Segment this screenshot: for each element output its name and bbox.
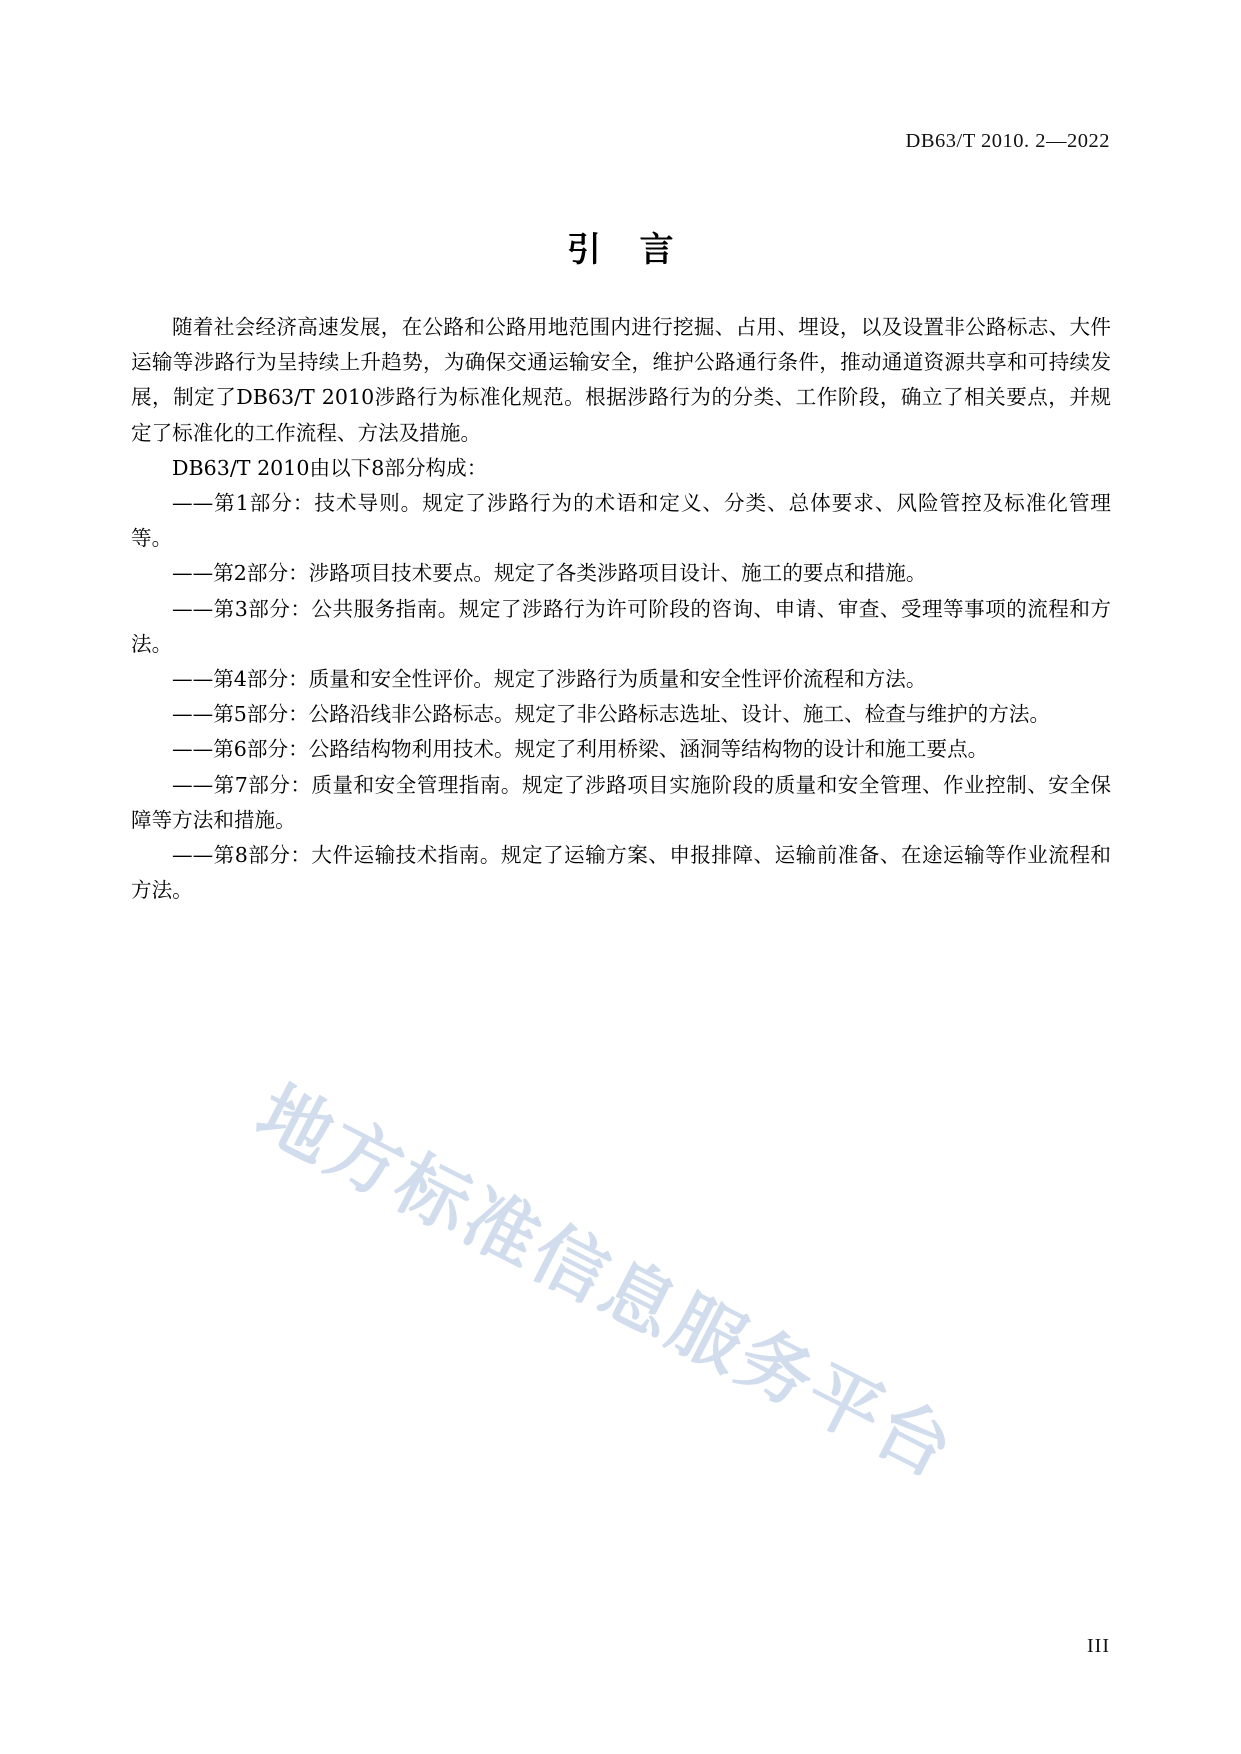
paragraph: ——第7部分：质量和安全管理指南。规定了涉路项目实施阶段的质量和安全管理、作业控制、安全保障等方法和措施。 bbox=[131, 772, 1111, 832]
foreword-body bbox=[131, 310, 1111, 908]
watermark-text: 地方标准信息服务平台 bbox=[243, 1069, 969, 1496]
title-char-left: 引 bbox=[567, 230, 602, 270]
title-char-right: 言 bbox=[639, 230, 674, 270]
paragraph: ——第1部分：技术导则。规定了涉路行为的术语和定义、分类、总体要求、风险管控及标准化管理等。 bbox=[131, 491, 1111, 551]
paragraph: ——第8部分：大件运输技术指南。规定了运输方案、申报排障、运输前准备、在途运输等作业流程和方法。 bbox=[131, 843, 1111, 903]
paragraph: ——第2部分：涉路项目技术要点。规定了各类涉路项目设计、施工的要点和措施。 bbox=[172, 561, 927, 586]
paragraph: ——第5部分：公路沿线非公路标志。规定了非公路标志选址、设计、施工、检查与维护的方法。 bbox=[172, 702, 1051, 727]
paragraph: ——第6部分：公路结构物利用技术。规定了利用桥梁、涵洞等结构物的设计和施工要点。 bbox=[172, 737, 989, 762]
paragraph: 随着社会经济高速发展，在公路和公路用地范围内进行挖掘、占用、埋设，以及设置非公路标志、大件运输等涉路行为呈持续上升趋势，为确保交通运输安全，维护公路通行条件，推动通道资源共享和可持续发展，制定了DB63/T 2010涉路行为标准化规范。根据涉路行为的分类、工作阶段，确立了相关要点，并规定了标准化的工作流程、方法及措施。 bbox=[131, 315, 1111, 445]
page-title bbox=[0, 222, 1241, 271]
paragraph: DB63/T 2010由以下8部分构成： bbox=[172, 455, 488, 480]
standard-number: DB63/T 2010. 2—2022 bbox=[905, 130, 1110, 152]
paragraph: ——第4部分：质量和安全性评价。规定了涉路行为质量和安全性评价流程和方法。 bbox=[172, 667, 927, 692]
page-header bbox=[0, 130, 1241, 153]
page-footer bbox=[0, 1635, 1241, 1658]
page-number: III bbox=[1087, 1635, 1110, 1657]
paragraph: ——第3部分：公共服务指南。规定了涉路行为许可阶段的咨询、申请、审查、受理等事项的流程和方法。 bbox=[131, 596, 1111, 656]
